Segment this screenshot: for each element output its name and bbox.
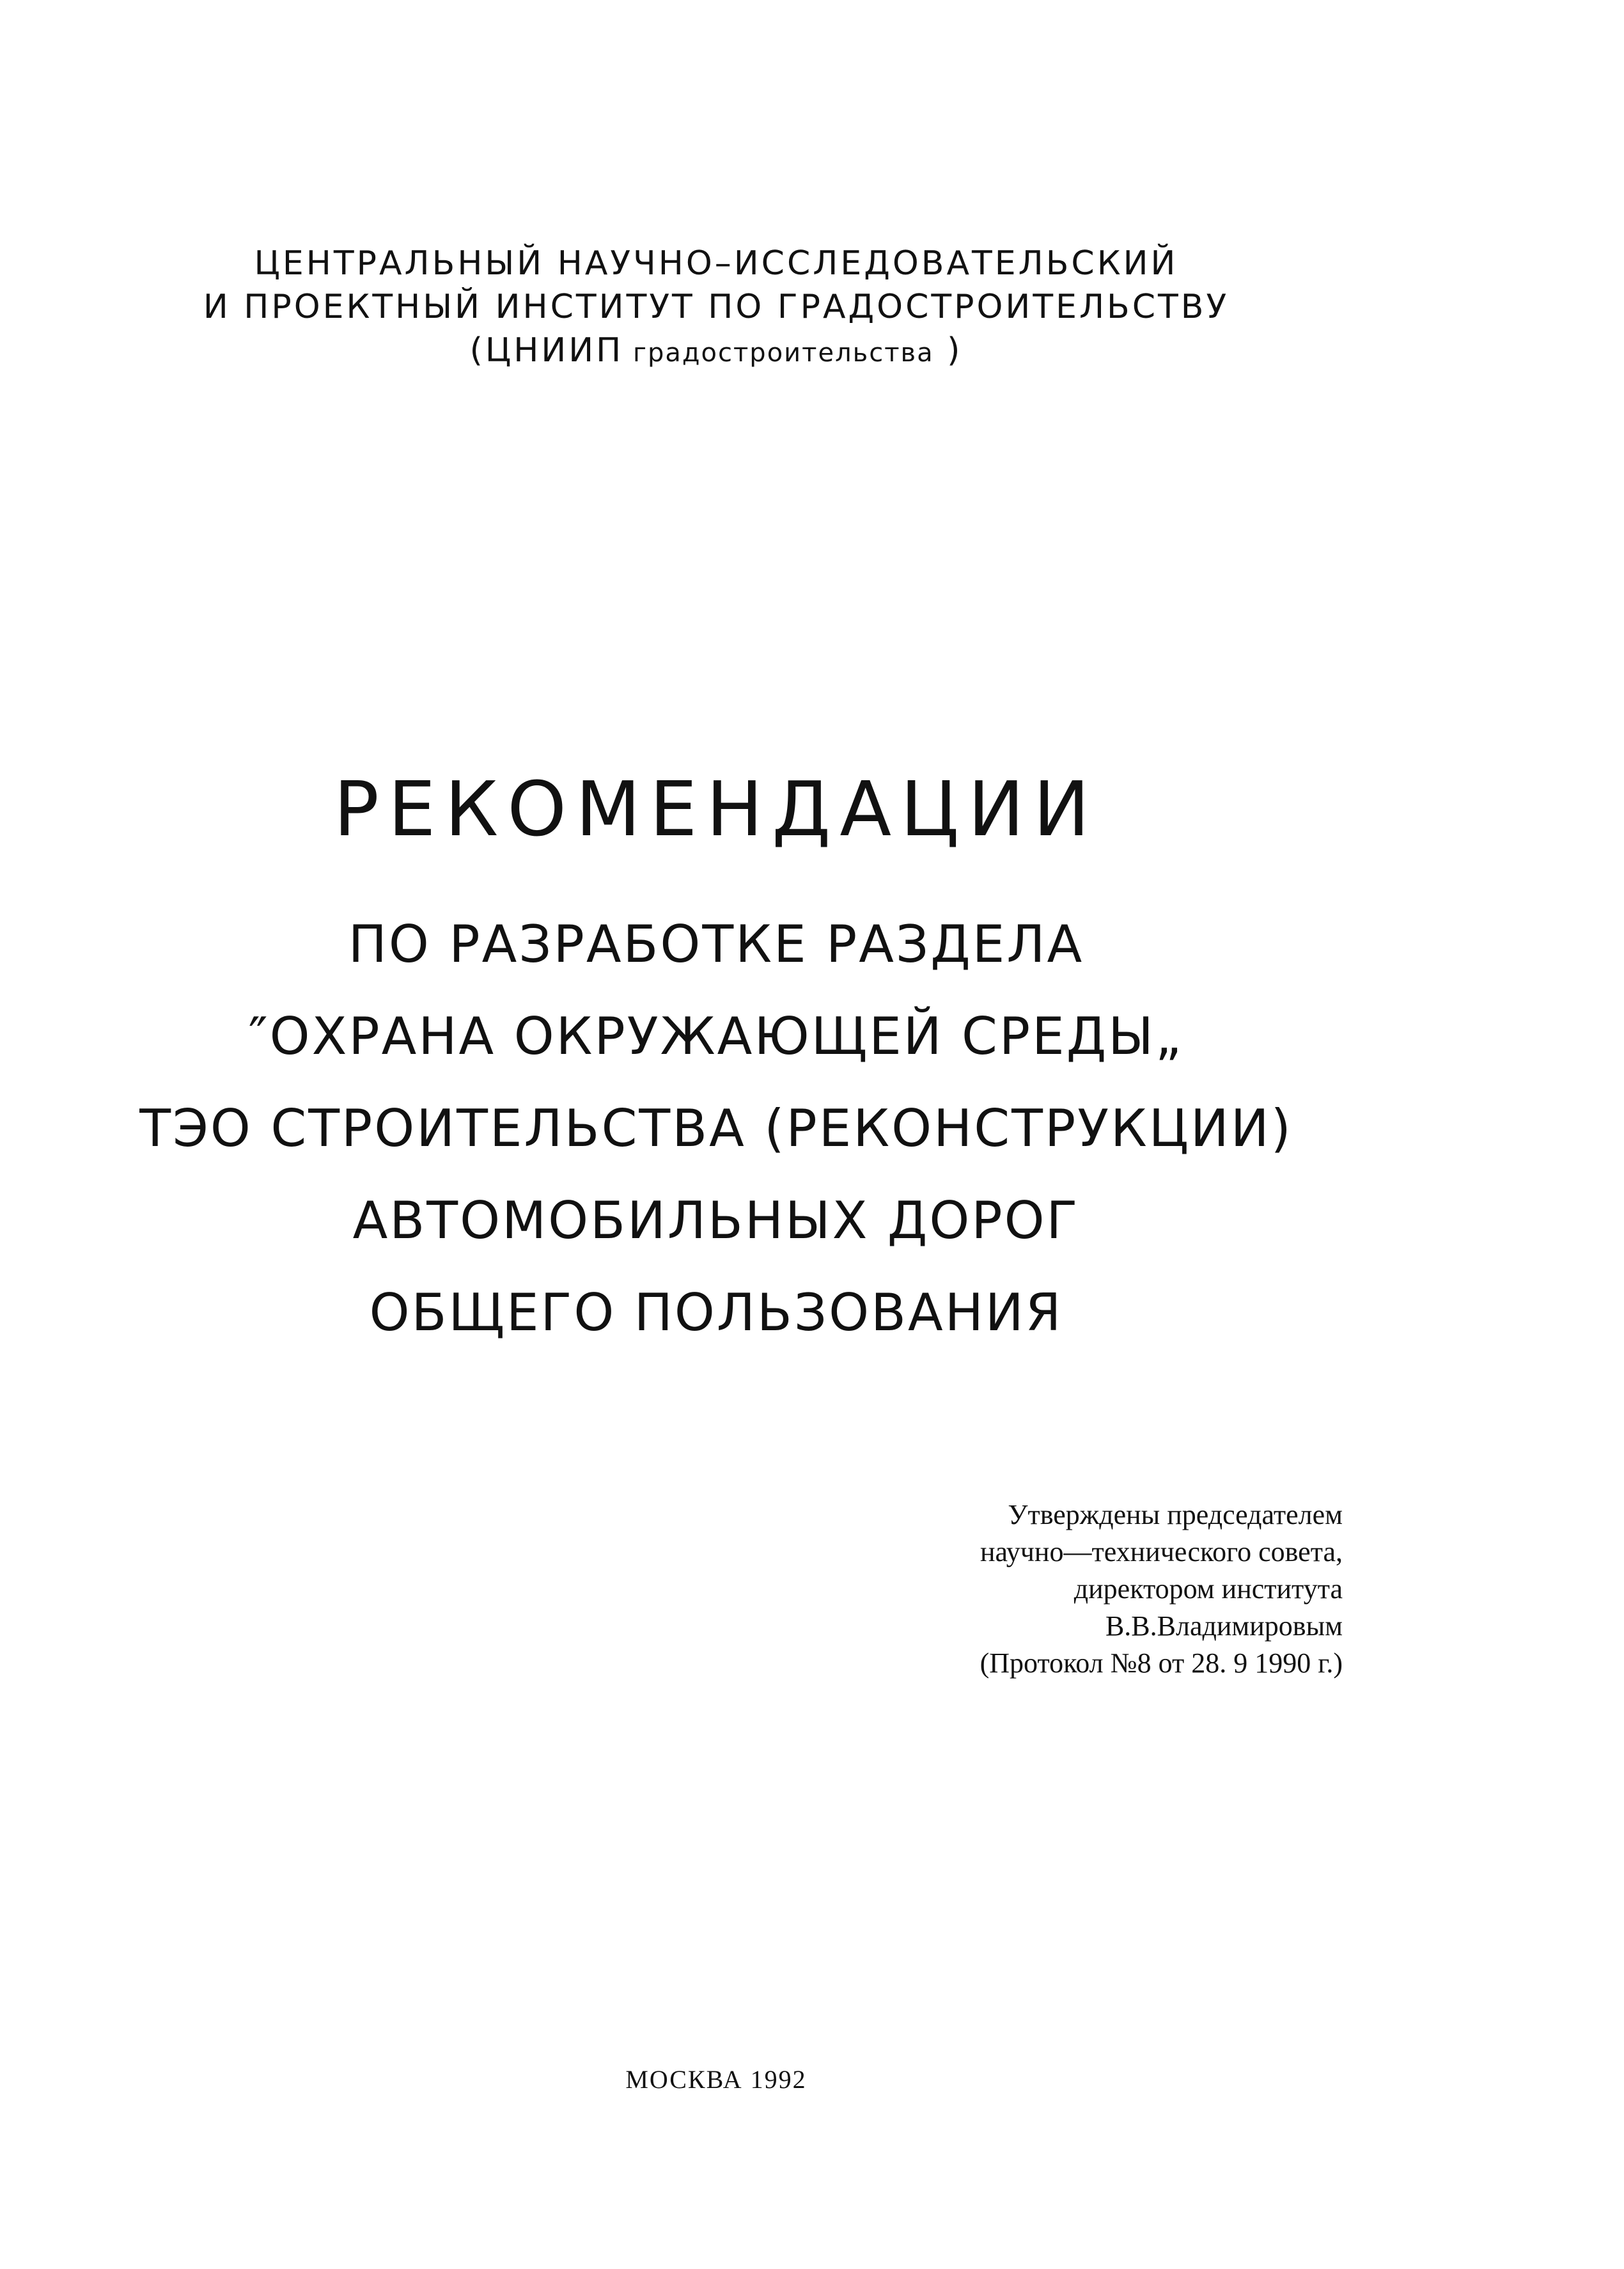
institute-abbr-word: градостроительства <box>623 338 934 368</box>
approval-line: научно—технического совета, <box>980 1536 1343 1567</box>
subtitle-line: АВТОМОБИЛЬНЫХ ДОРОГ <box>352 1191 1080 1250</box>
approval-block <box>754 1496 1343 1682</box>
approval-line: (Протокол №8 от 28. 9 1990 г.) <box>980 1647 1343 1679</box>
subtitle-line: ″ОХРАНА ОКРУЖАЮЩЕЙ СРЕДЫ„ <box>248 1007 1184 1066</box>
subtitle-line: ОБЩЕГО ПОЛЬЗОВАНИЯ <box>369 1283 1063 1342</box>
document-title: РЕКОМЕНДАЦИИ <box>333 765 1099 853</box>
subtitle-line: ПО РАЗРАБОТКЕ РАЗДЕЛА <box>348 915 1084 974</box>
approval-line: В.В.Владимировым <box>1105 1610 1343 1642</box>
publication-place-year: МОСКВА 1992 <box>625 2065 807 2094</box>
approval-line: Утверждены председателем <box>1008 1499 1343 1530</box>
institute-abbreviation <box>192 329 1240 375</box>
subtitle-line: ТЭО СТРОИТЕЛЬСТВА (РЕКОНСТРУКЦИИ) <box>139 1099 1293 1158</box>
approval-line: директором института <box>1074 1573 1343 1605</box>
document-subtitle <box>77 899 1355 1359</box>
institute-name-line-2: И ПРОЕКТНЫЙ ИНСТИТУТ ПО ГРАДОСТРОИТЕЛЬСТВУ <box>203 288 1230 326</box>
institute-header <box>192 242 1240 375</box>
institute-abbr-close: ) <box>933 331 963 370</box>
institute-abbr-open: (ЦНИИП <box>469 331 624 370</box>
institute-name-line-1: ЦЕНТРАЛЬНЫЙ НАУЧНО–ИССЛЕДОВАТЕЛЬСКИЙ <box>254 244 1178 283</box>
